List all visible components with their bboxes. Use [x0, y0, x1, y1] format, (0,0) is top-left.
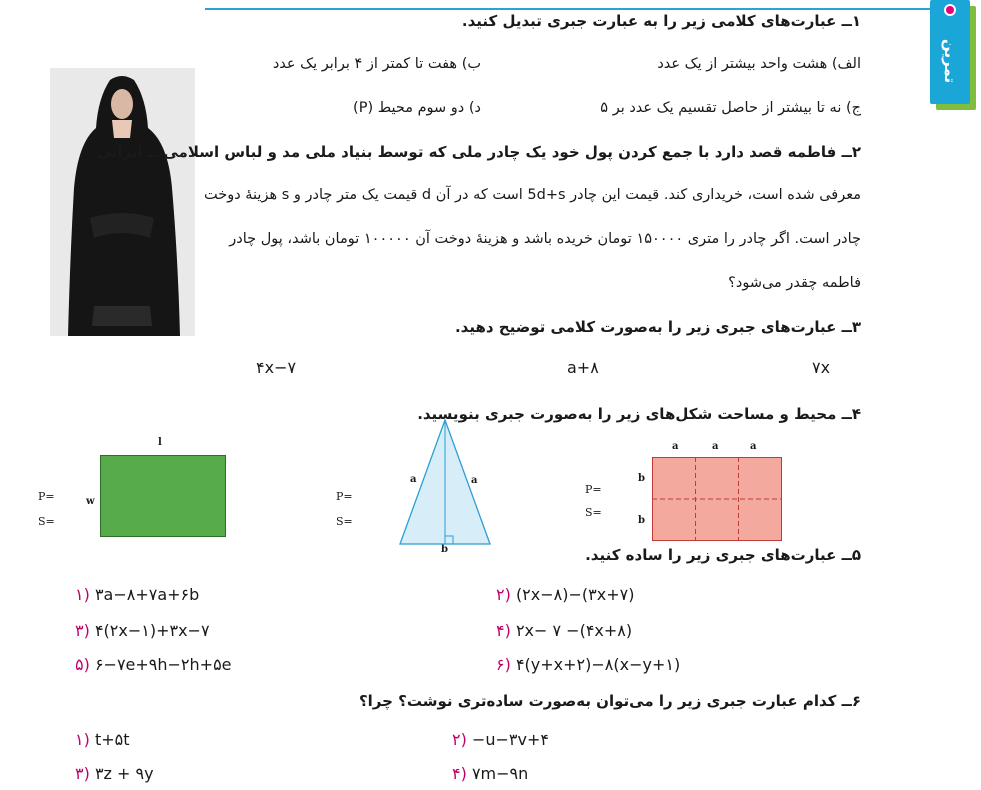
rect-area-label: S=: [38, 515, 55, 528]
q6-item-3-number: ۳): [75, 764, 90, 783]
q6-item-3: [75, 764, 154, 783]
q6-item-2-expr: −u−۳v+۴: [471, 730, 549, 749]
q5-item-3-number: ۳): [75, 621, 90, 640]
q6-item-2: [452, 730, 549, 749]
q5-item-4-number: ۴): [496, 621, 511, 640]
q1-item-a: الف) هشت واحد بیشتر از یک عدد: [657, 56, 861, 72]
q5-item-2-expr: (۲x−۸)−(۳x+۷): [515, 585, 635, 604]
tri-perimeter-label: P=: [336, 490, 353, 503]
q5-item-2-number: ۲): [496, 585, 511, 604]
chador-figure-icon: [50, 68, 195, 336]
q5-item-1-expr: ۳a−۸+۷a+۶b: [94, 585, 200, 604]
q6-item-4-number: ۴): [452, 764, 467, 783]
q5-item-6: [496, 655, 680, 674]
grid-area-label: S=: [585, 506, 602, 519]
green-rectangle: [100, 455, 226, 537]
grid-side-label-2: b: [638, 515, 645, 526]
q4-stem: ۴ــ محیط و مساحت شکل‌های زیر را به‌صورت جبری بنویسید.: [417, 405, 861, 423]
q6-item-4: [452, 764, 528, 783]
q3-stem: ۳ــ عبارت‌های جبری زیر را به‌صورت کلامی توضیح دهید.: [454, 318, 861, 336]
tab-dot-icon: [944, 4, 956, 16]
q1-stem: ۱ــ عبارت‌های کلامی زیر را به عبارت جبری تبدیل کنید.: [461, 12, 861, 30]
q3-expr-2: a+۸: [567, 358, 599, 377]
grid-perimeter-label: P=: [585, 483, 602, 496]
chador-photo: [50, 68, 195, 336]
q1-item-b: ب) هفت تا کمتر از ۴ برابر یک عدد: [272, 56, 481, 72]
q2-line4: فاطمه چقدر می‌شود؟: [728, 275, 861, 291]
exercise-tab: [930, 0, 970, 110]
q5-item-5: [75, 655, 232, 674]
q2-line2: معرفی شده است، خریداری کند. قیمت این چادر 5d+s است که در آن d قیمت یک متر چادر و s هزینهٔ دوخت: [204, 187, 861, 203]
q5-item-5-expr: ۶−۷e+۹h−۲h+۵e: [94, 655, 232, 674]
q5-item-2: [496, 585, 634, 604]
rect-perimeter-label: P=: [38, 490, 55, 503]
tri-left-side-label: a: [410, 474, 417, 485]
q3-expr-1: ۷x: [812, 358, 831, 377]
q5-item-1-number: ۱): [75, 585, 90, 604]
tri-base-label: b: [441, 544, 448, 555]
q6-item-1-number: ۱): [75, 730, 90, 749]
header-rule: [205, 8, 930, 10]
q2-line3: چادر است. اگر چادر را متری ۱۵۰۰۰۰ تومان خریده باشد و هزینهٔ دوخت آن ۱۰۰۰۰۰ تومان باشد، پول چادر: [229, 231, 861, 247]
q1-item-c: ج) نه تا بیشتر از حاصل تقسیم یک عدد بر ۵: [600, 100, 861, 116]
tab-label: تمرین: [941, 38, 959, 84]
grid-side-label-1: b: [638, 473, 645, 484]
rect-length-label: l: [158, 437, 162, 448]
salmon-grid-rectangle: [652, 457, 782, 541]
q3-expr-3: ۴x−۷: [256, 358, 297, 377]
q5-item-5-number: ۵): [75, 655, 90, 674]
q5-item-6-expr: ۴(y+x+۲)−۸(x−y+۱): [515, 655, 681, 674]
q1-item-d: د) دو سوم محیط (P): [353, 100, 481, 116]
grid-top-label-1: a: [672, 441, 679, 452]
blue-triangle: [398, 418, 492, 546]
q6-item-1: [75, 730, 129, 749]
q5-item-6-number: ۶): [496, 655, 511, 674]
q6-item-2-number: ۲): [452, 730, 467, 749]
q6-item-4-expr: ۷m−۹n: [471, 764, 529, 783]
q5-item-3-expr: ۴(۲x−۱)+۳x−۷: [94, 621, 210, 640]
tri-right-side-label: a: [471, 475, 478, 486]
q2-line1: ۲ــ فاطمه قصد دارد با جمع کردن پول خود یک چادر ملی که توسط بنیاد ملی مد و لباس اسلامی ــ ایرانی: [96, 143, 861, 161]
rect-width-label: w: [86, 496, 95, 507]
q5-item-3: [75, 621, 210, 640]
q5-item-4-expr: ۲x− ۷ −(۴x+۸): [515, 621, 633, 640]
q6-item-1-expr: t+۵t: [94, 730, 130, 749]
tri-area-label: S=: [336, 515, 353, 528]
q6-stem: ۶ــ کدام عبارت جبری زیر را می‌توان به‌صورت ساده‌تری نوشت؟ چرا؟: [358, 692, 861, 710]
grid-top-label-2: a: [712, 441, 719, 452]
grid-top-label-3: a: [750, 441, 757, 452]
q5-stem: ۵ــ عبارت‌های جبری زیر را ساده کنید.: [585, 546, 861, 564]
q5-item-1: [75, 585, 199, 604]
q6-item-3-expr: ۳z + ۹y: [94, 764, 154, 783]
q5-item-4: [496, 621, 632, 640]
